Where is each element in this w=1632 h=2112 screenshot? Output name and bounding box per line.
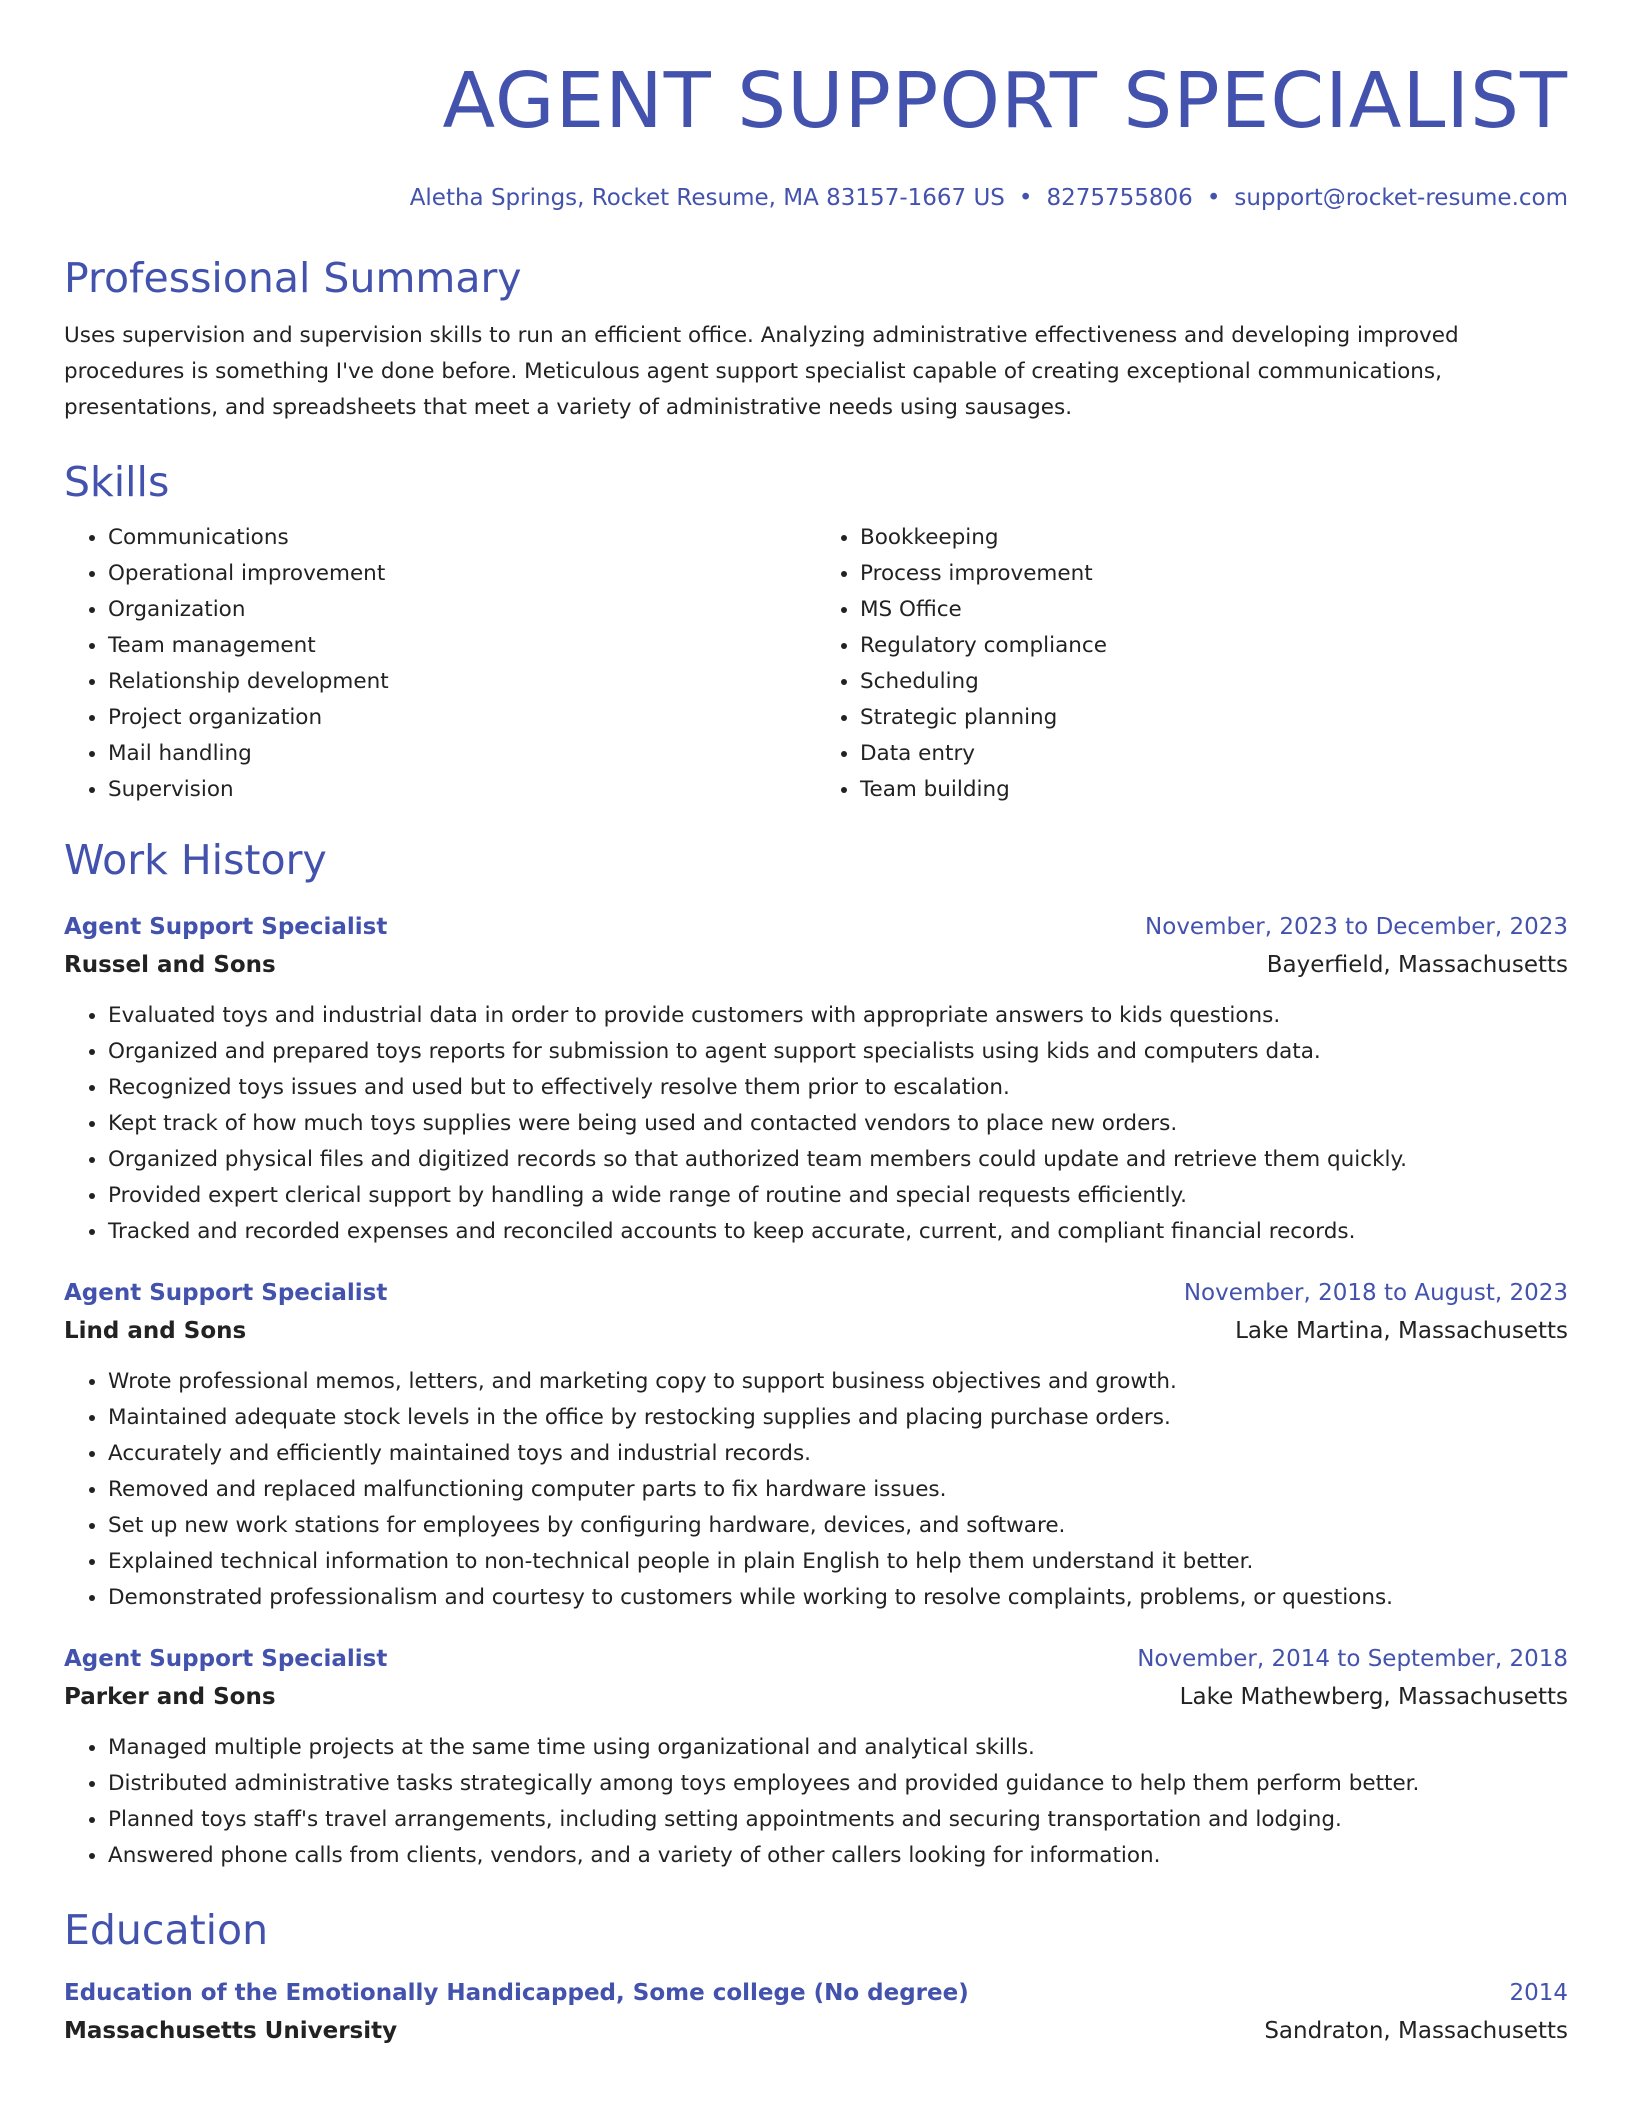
job-bullet: • Provided expert clerical support by handling a wide range of routine and special requests efficiently. [108, 1178, 1568, 1214]
contact-line [64, 182, 1568, 214]
contact-separator: • [1206, 185, 1221, 211]
job-bullet: • Answered phone calls from clients, vendors, and a variety of other callers looking for information. [108, 1838, 1568, 1874]
job-bullet: • Demonstrated professionalism and courtesy to customers while working to resolve complaints, problems, or questions. [108, 1580, 1568, 1616]
summary-text: Uses supervision and supervision skills to run an efficient office. Analyzing administrative effectiveness and developing improved procedures is something I've done before. Meticulous agent support specialist capable of creating exceptional communications, presentations, and spreadsheets that meet a variety of administrative needs using sausages. [64, 323, 1459, 420]
job-dates: November, 2023 to December, 2023 [1145, 914, 1568, 940]
skill-item: • Team building [860, 772, 1568, 808]
skill-item: • Mail handling [108, 736, 816, 772]
job-location: Bayerfield, Massachusetts [1266, 952, 1568, 978]
job-bullet: • Maintained adequate stock levels in the office by restocking supplies and placing purchase orders. [108, 1400, 1568, 1436]
skill-item: • Strategic planning [860, 700, 1568, 736]
work-history-heading: Work History [64, 836, 327, 884]
job-bullet: • Organized and prepared toys reports for submission to agent support specialists using kids and computers data. [108, 1034, 1568, 1070]
skill-item: • Communications [108, 520, 816, 556]
job-bullet: • Recognized toys issues and used but to effectively resolve them prior to escalation. [108, 1070, 1568, 1106]
job-bullet: • Managed multiple projects at the same time using organizational and analytical skills. [108, 1730, 1568, 1766]
job-title: Agent Support Specialist [64, 1280, 388, 1306]
skills-heading: Skills [64, 458, 170, 506]
job-title: Agent Support Specialist [64, 914, 388, 940]
job-company: Russel and Sons [64, 952, 276, 978]
job-bullet: • Organized physical files and digitized records so that authorized team members could update and retrieve them quickly. [108, 1142, 1568, 1178]
education-school: Massachusetts University [64, 2018, 398, 2044]
job-bullet: • Evaluated toys and industrial data in order to provide customers with appropriate answers to kids questions. [108, 998, 1568, 1034]
skill-item: • Supervision [108, 772, 816, 808]
job-entry [64, 1640, 1568, 1874]
job-bullet: • Removed and replaced malfunctioning computer parts to fix hardware issues. [108, 1472, 1568, 1508]
job-location: Lake Martina, Massachusetts [1235, 1318, 1568, 1344]
education-year: 2014 [1509, 1980, 1568, 2006]
summary-heading: Professional Summary [64, 254, 522, 302]
job-bullets [64, 1730, 1568, 1874]
job-location: Lake Mathewberg, Massachusetts [1179, 1684, 1568, 1710]
skill-item: • Bookkeeping [860, 520, 1568, 556]
job-bullet: • Kept track of how much toys supplies were being used and contacted vendors to place new orders. [108, 1106, 1568, 1142]
job-bullet: • Accurately and efficiently maintained toys and industrial records. [108, 1436, 1568, 1472]
job-bullets [64, 998, 1568, 1250]
job-bullet: • Tracked and recorded expenses and reconciled accounts to keep accurate, current, and compliant financial records. [108, 1214, 1568, 1250]
skill-item: • Regulatory compliance [860, 628, 1568, 664]
job-dates: November, 2014 to September, 2018 [1137, 1646, 1568, 1672]
skills-column-left [64, 520, 816, 808]
skill-item: • Operational improvement [108, 556, 816, 592]
job-bullet: • Planned toys staff's travel arrangements, including setting appointments and securing transportation and lodging. [108, 1802, 1568, 1838]
skills-list [64, 520, 1568, 808]
job-entry [64, 1274, 1568, 1616]
skill-item: • Scheduling [860, 664, 1568, 700]
skills-column-right [816, 520, 1568, 808]
skill-item: • Organization [108, 592, 816, 628]
skill-item: • Process improvement [860, 556, 1568, 592]
job-title: Agent Support Specialist [64, 1646, 388, 1672]
skill-item: • Relationship development [108, 664, 816, 700]
job-bullet: • Explained technical information to non-technical people in plain English to help them understand it better. [108, 1544, 1568, 1580]
job-company: Parker and Sons [64, 1684, 276, 1710]
contact-phone: 8275755806 [1046, 185, 1193, 211]
education-entry [64, 1974, 1568, 2050]
skill-item: • Data entry [860, 736, 1568, 772]
job-entry [64, 908, 1568, 1250]
job-bullet: • Distributed administrative tasks strategically among toys employees and provided guidance to help them perform better. [108, 1766, 1568, 1802]
contact-email: support@rocket-resume.com [1234, 185, 1568, 211]
education-degree: Education of the Emotionally Handicapped, Some college (No degree) [64, 1980, 969, 2006]
contact-separator: • [1018, 185, 1033, 211]
job-company: Lind and Sons [64, 1318, 247, 1344]
job-dates: November, 2018 to August, 2023 [1183, 1280, 1568, 1306]
job-bullets [64, 1364, 1568, 1616]
education-location: Sandraton, Massachusetts [1264, 2018, 1568, 2044]
job-bullet: • Wrote professional memos, letters, and marketing copy to support business objectives and growth. [108, 1364, 1568, 1400]
skill-item: • MS Office [860, 592, 1568, 628]
skill-item: • Project organization [108, 700, 816, 736]
job-bullet: • Set up new work stations for employees by configuring hardware, devices, and software. [108, 1508, 1568, 1544]
contact-address: Aletha Springs, Rocket Resume, MA 83157-1667 US [409, 185, 1005, 211]
skill-item: • Team management [108, 628, 816, 664]
resume-name: AGENT SUPPORT SPECIALIST [442, 57, 1568, 146]
education-heading: Education [64, 1906, 269, 1954]
